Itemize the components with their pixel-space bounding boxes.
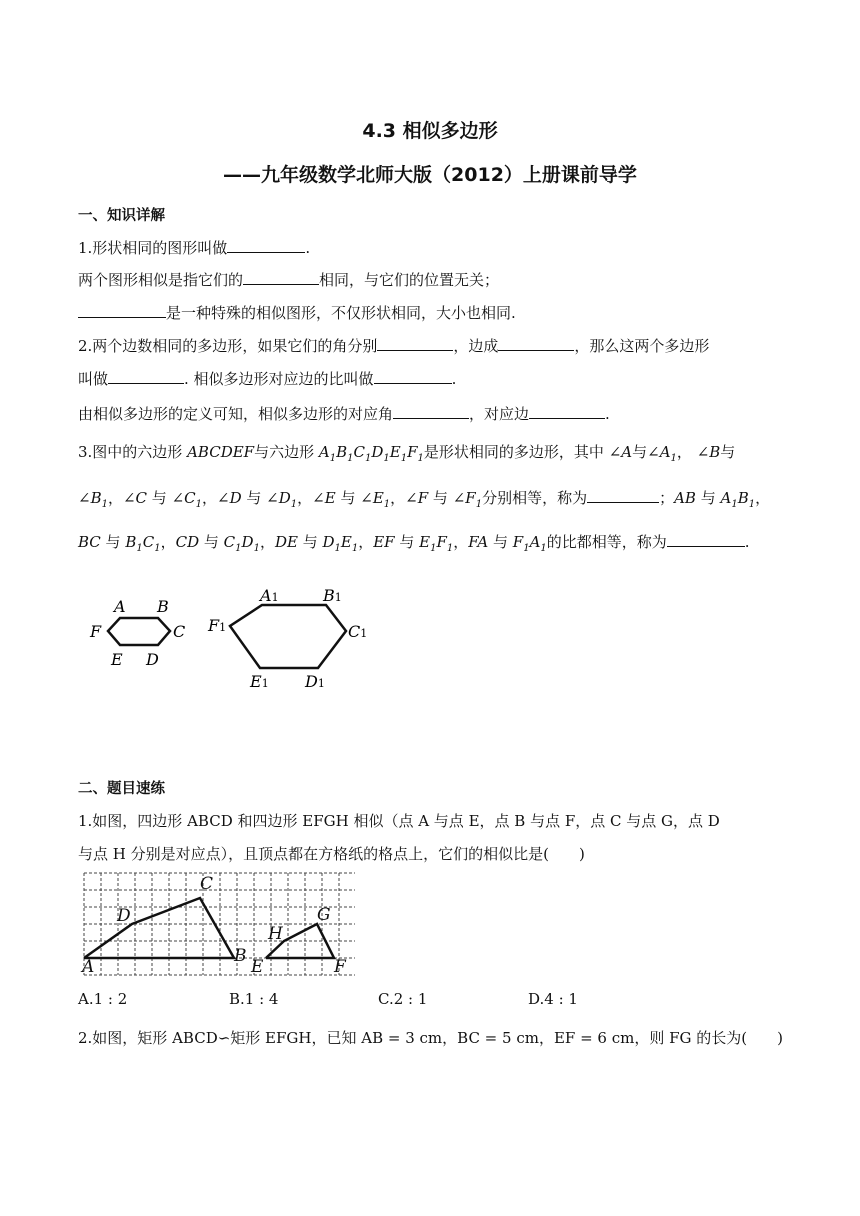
knowledge-line-5: [78, 369, 456, 389]
knowledge-line-8: $\angle B_1$，∠C 与 $\angle C_1$，∠D 与 $\angle D_1$，∠E 与 $\angle E_1$，∠F 与 $\angle F_1$分别相等，称为 ；AB 与 $A_1B_1$，: [78, 489, 771, 510]
grid-label-a: A: [82, 957, 95, 976]
answer-blank[interactable]: [667, 532, 745, 547]
hexagon-figure: [80, 585, 380, 695]
answer-blank[interactable]: [108, 369, 184, 384]
text-fragment: 由相似多边形的定义可知，相似多边形的对应角: [78, 405, 394, 423]
text-fragment: 1.形状相同的图形叫做: [78, 239, 228, 257]
text-fragment: 3.图中的六边形: [78, 443, 183, 461]
hexagon-name-subscripted: $A_1B_1C_1D_1E_1F_1$: [318, 443, 424, 464]
text-fragment: .: [605, 405, 610, 423]
text-fragment: . 相似多边形对应边的比叫做: [184, 370, 374, 388]
text-fragment: 两个图形相似是指它们的: [78, 271, 244, 289]
small-hexagon: [108, 618, 170, 645]
grid-label-h: H: [268, 924, 283, 944]
text-fragment: ，对应边: [469, 405, 530, 423]
text-fragment: 是形状相同的多边形，其中: [423, 443, 604, 461]
answer-blank[interactable]: [587, 488, 659, 503]
hex-label-b1: B1: [323, 586, 342, 605]
hexagon-name: ABCDEF: [187, 443, 255, 461]
answer-blank[interactable]: [374, 369, 452, 384]
text-fragment: 与: [720, 443, 736, 461]
knowledge-line-9: BC 与 $B_1C_1$，CD 与 $C_1D_1$，DE 与 $D_1E_1$，EF 与 $E_1F_1$，FA 与 $F_1A_1$的比都相等，称为 .: [78, 533, 750, 554]
grid-label-f: F: [334, 957, 346, 976]
answer-blank[interactable]: [498, 336, 574, 351]
knowledge-line-1: [78, 238, 310, 258]
answer-blank[interactable]: [243, 270, 319, 285]
hex-label-c: C: [173, 622, 186, 641]
question-1-line-1: 1.如图，四边形 ABCD 和四边形 EFGH 相似（点 A 与点 E，点 B 与点 F，点 C 与点 G，点 D: [78, 812, 720, 830]
choice-b[interactable]: B.1 : 4: [229, 990, 279, 1008]
knowledge-line-2: [78, 270, 499, 290]
page-subtitle: ——九年级数学北师大版（2012）上册课前导学: [223, 164, 637, 186]
text-fragment: 2.两个边数相同的多边形，如果它们的角分别: [78, 337, 378, 355]
hex-label-e1: E1: [250, 672, 269, 691]
text-fragment: 相同，与它们的位置无关；: [319, 271, 500, 289]
question-2-line: 2.如图，矩形 ABCD∽矩形 EFGH，已知 AB = 3 cm，BC = 5 cm，EF = 6 cm，则 FG 的长为( ): [78, 1029, 783, 1047]
page-title: 4.3 相似多边形: [362, 120, 498, 142]
grid-figure: [80, 872, 355, 976]
hex-label-d1: D1: [305, 672, 325, 691]
grid-label-d: D: [117, 906, 131, 926]
grid-label-g: G: [317, 905, 331, 925]
text-fragment: .: [451, 370, 457, 388]
hex-label-f: F: [90, 622, 102, 641]
hex-label-a1: A1: [260, 586, 279, 605]
text-fragment: ，边成: [453, 337, 499, 355]
answer-blank[interactable]: [377, 336, 453, 351]
choice-c[interactable]: C.2 : 1: [378, 990, 428, 1008]
text-fragment: 的比都相等，称为: [546, 533, 667, 551]
text-fragment: ，那么这两个多边形: [574, 337, 710, 355]
hex-label-d: D: [146, 650, 159, 669]
answer-blank[interactable]: [529, 404, 605, 419]
choice-d[interactable]: D.4 : 1: [528, 990, 578, 1008]
text-fragment: ，: [676, 443, 692, 461]
grid-label-e: E: [251, 957, 264, 976]
knowledge-line-3: [78, 303, 516, 323]
text-fragment: 与六边形: [254, 443, 315, 461]
knowledge-line-6: [78, 404, 610, 424]
choice-a[interactable]: A.1 : 2: [78, 990, 128, 1008]
hex-label-e: E: [111, 650, 123, 669]
answer-blank[interactable]: [78, 303, 166, 318]
text-fragment: 叫做: [78, 370, 109, 388]
hex-label-c1: C1: [348, 622, 368, 641]
text-fragment: 分别相等，称为: [482, 489, 588, 507]
answer-blank[interactable]: [227, 238, 305, 253]
hex-label-a: A: [114, 597, 126, 616]
section-heading-knowledge: 一、知识详解: [78, 208, 165, 224]
knowledge-line-4: [78, 336, 709, 356]
hex-label-b: B: [157, 597, 169, 616]
grid-label-c: C: [200, 874, 214, 894]
text-fragment: 与: [632, 443, 648, 461]
answer-blank[interactable]: [393, 404, 469, 419]
section-heading-practice: 二、题目速练: [78, 781, 165, 797]
knowledge-line-7: 3.图中的六边形 ABCDEF与六边形 $A_1B_1C_1D_1E_1F_1$是形状相同的多边形，其中 ∠A与$\angle A_1$， ∠B与: [78, 443, 736, 464]
hex-label-f1: F1: [208, 616, 227, 635]
text-fragment: 是一种特殊的相似图形，不仅形状相同，大小也相同.: [166, 304, 516, 322]
question-1-line-2: 与点 H 分别是对应点），且顶点都在方格纸的格点上，它们的相似比是( ): [78, 845, 585, 863]
text-fragment: .: [305, 239, 311, 257]
grid-label-b: B: [234, 946, 247, 966]
large-hexagon: [230, 605, 346, 668]
